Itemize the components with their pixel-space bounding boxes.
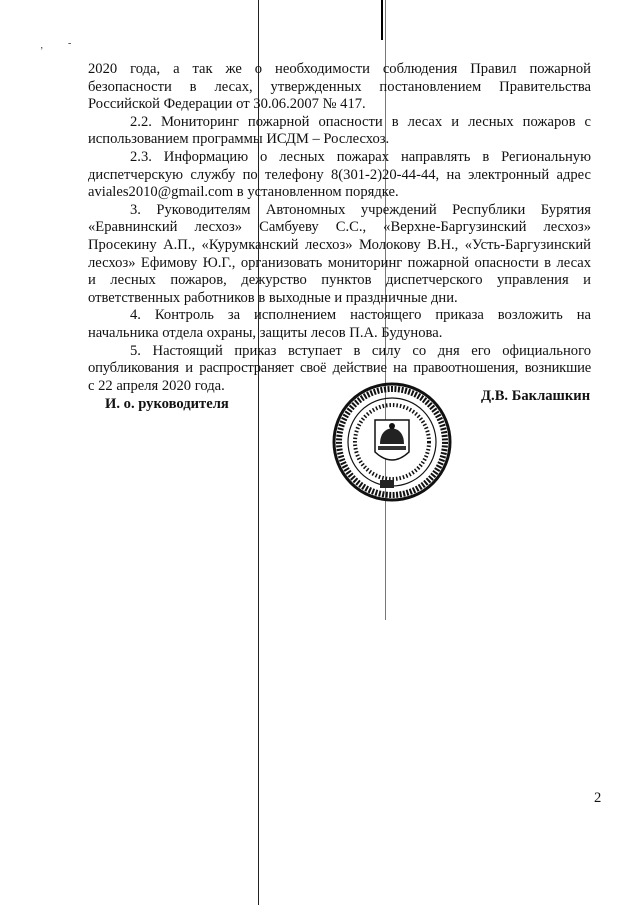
- text-line: Российской Федерации от 30.06.2007 № 417.: [88, 96, 366, 113]
- text-line: Просекину А.П., «Курумканский лесхоз» Молокову В.Н., «Усть-Баргузинский: [88, 236, 591, 253]
- scan-speck: ‚: [40, 40, 44, 51]
- text-line: aviales2010@gmail.com в установленном порядке.: [88, 184, 399, 201]
- text-line: начальника отдела охраны, защиты лесов П.А. Будунова.: [88, 324, 443, 341]
- scan-line: [381, 0, 383, 40]
- text-line: 3. Руководителям Автономных учреждений Республики Бурятия: [130, 201, 591, 218]
- text-line: лесхоз» Ефимову Ю.Г., организовать мониторинг пожарной опасности в лесах: [88, 254, 591, 271]
- page-number: 2: [594, 790, 602, 806]
- text-line: безопасности в лесах, утвержденных постановлением Правительства: [88, 78, 591, 95]
- text-line: использованием программы ИСДМ – Рослесхоз.: [88, 131, 390, 148]
- signatory-title: И. о. руководителя: [105, 396, 229, 412]
- text-line: 4. Контроль за исполнением настоящего приказа возложить на: [130, 307, 591, 324]
- text-line: диспетчерскую службу по телефону 8(301-2)20-44-44, на электронный адрес: [88, 166, 591, 183]
- text-line: 2.3. Информацию о лесных пожарах направлять в Региональную: [130, 148, 591, 165]
- scan-speck: -: [68, 38, 72, 49]
- text-line: опубликования и распространяет своё действие на правоотношения, возникшие: [88, 360, 591, 377]
- document-body: [88, 61, 591, 395]
- text-line: с 22 апреля 2020 года.: [88, 377, 225, 394]
- text-line: 2.2. Мониторинг пожарной опасности в лесах и лесных пожаров с: [130, 113, 591, 130]
- text-line: «Еравнинский лесхоз» Самбуеву С.С., «Верхне-Баргузинский лесхоз»: [88, 219, 591, 236]
- text-line: 2020 года, а так же о необходимости соблюдения Правил пожарной: [88, 61, 591, 77]
- official-seal-stamp: [330, 380, 455, 505]
- text-line: ответственных работников в выходные и праздничные дни.: [88, 289, 458, 306]
- text-line: 5. Настоящий приказ вступает в силу со дня его официального: [130, 342, 591, 359]
- signatory-name: Д.В. Баклашкин: [481, 388, 591, 404]
- text-line: и лесных пожаров, дежурство пунктов диспетчерского управления и: [88, 272, 591, 289]
